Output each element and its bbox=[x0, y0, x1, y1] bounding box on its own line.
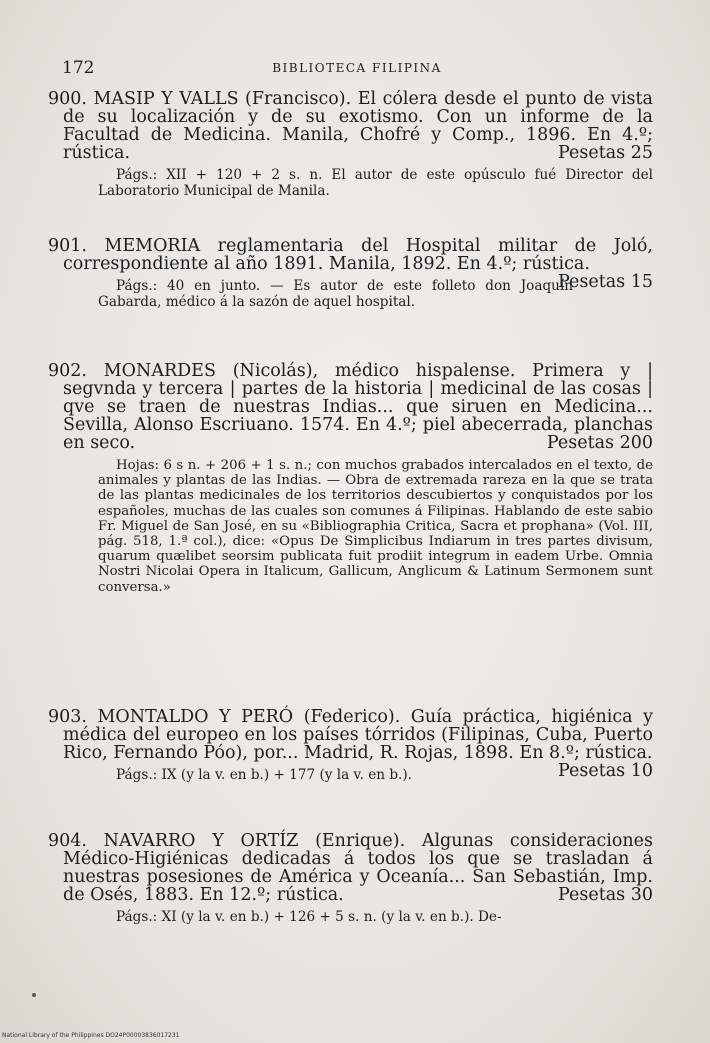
page-header bbox=[62, 58, 652, 82]
entry-number: 901. bbox=[48, 236, 87, 256]
catalog-entry-903 bbox=[48, 708, 653, 784]
entry-number: 902. bbox=[48, 361, 87, 381]
entry-citation bbox=[48, 90, 653, 162]
entry-number: 903. bbox=[48, 707, 87, 727]
catalog-entry-902 bbox=[48, 362, 653, 595]
entry-text: MONTALDO Y PERÓ (Federico). Guía práctica, higiénica y médica del europeo en los países tórridos (Filipinas, Cuba, Puerto Rico, Fernando Póo), por... Madrid, R. Rojas, 1898. En 8.º; rústica. bbox=[63, 707, 653, 763]
entry-note: Págs.: XI (y la v. en b.) + 126 + 5 s. n. (y la v. en b.). De- bbox=[116, 909, 502, 925]
entry-note: Págs.: XII + 120 + 2 s. n. El autor de este opúsculo fué Director del Laboratorio Municipal de Manila. bbox=[98, 167, 653, 199]
page-number: 172 bbox=[62, 58, 95, 78]
entry-text: MASIP Y VALLS (Francisco). El cólera desde el punto de vista de su localización y de su exotismo. Con un informe de la Facultad de Medicina. Manila, Chofré y Comp., 1896. En 4.º; rústica. bbox=[63, 89, 653, 163]
entry-citation bbox=[48, 362, 653, 452]
catalog-entry-900 bbox=[48, 90, 653, 199]
entry-citation bbox=[48, 832, 653, 904]
running-title: BIBLIOTECA FILIPINA bbox=[272, 61, 442, 75]
entry-note: Págs.: 40 en junto. — Es autor de este folleto don Joaquín Gabarda, médico á la sazón de aquel hospital. bbox=[98, 278, 574, 310]
scan-footer: National Library of the Philippines DO24P00003836017231 bbox=[2, 1032, 180, 1039]
entry-note: Págs.: IX (y la v. en b.) + 177 (y la v. en b.). bbox=[116, 767, 412, 783]
entry-price: Pesetas 30 bbox=[558, 885, 653, 905]
entry-price: Pesetas 25 bbox=[558, 143, 653, 163]
entry-note: Hojas: 6 s n. + 206 + 1 s. n.; con muchos grabados intercalados en el texto, de animales y plantas de las Indias. — Obra de extremada rareza en la que se trata de las plantas medicinales de los territorios descubiertos y conquistados por los españoles, muchas de las cuales son comunes á Filipinas. Hablando de este sabio Fr. Miguel de San José, en su «Bibliographia Critica, Sacra et prophana» (Vol. III, pág. 518, 1.ª col.), dice: «Opus De Simplicibus Indiarum in tres partes divisum, quarum quælibet seorsim publicata fuit prodiit integrum in eadem Urbe. Omnia Nostri Nicolai Opera in Italicum, Gallicum, Anglicum & Latinum Sermonem sunt conversa.» bbox=[98, 458, 653, 595]
catalog-entry-904 bbox=[48, 832, 653, 926]
entry-price: Pesetas 15 bbox=[558, 272, 653, 292]
entry-price: Pesetas 200 bbox=[546, 433, 653, 453]
entry-number: 904. bbox=[48, 831, 87, 851]
entry-price: Pesetas 10 bbox=[558, 761, 653, 781]
ink-speck bbox=[32, 993, 36, 997]
entry-text: NAVARRO Y ORTÍZ (Enrique). Algunas consideraciones Médico-Higiénicas dedicadas á todos los que se trasladan á nuestras posesiones de América y Oceanía... San Sebastián, Imp. de Osés, 1883. En 12.º; rústica. bbox=[63, 831, 653, 905]
entry-text: MEMORIA reglamentaria del Hospital militar de Joló, correspondiente al año 1891. Manila, 1892. En 4.º; rústica. bbox=[63, 236, 653, 274]
entry-text: MONARDES (Nicolás), médico hispalense. Primera y | segvnda y tercera | partes de la historia | medicinal de las cosas | qve se traen de nuestras Indias... que siruen en Medicina... Sevilla, Alonso Escriuano. 1574. En 4.º; piel abecerrada, planchas en seco. bbox=[63, 361, 653, 453]
catalog-entry-901 bbox=[48, 237, 653, 310]
entry-number: 900. bbox=[48, 89, 87, 109]
entry-citation bbox=[48, 236, 653, 292]
